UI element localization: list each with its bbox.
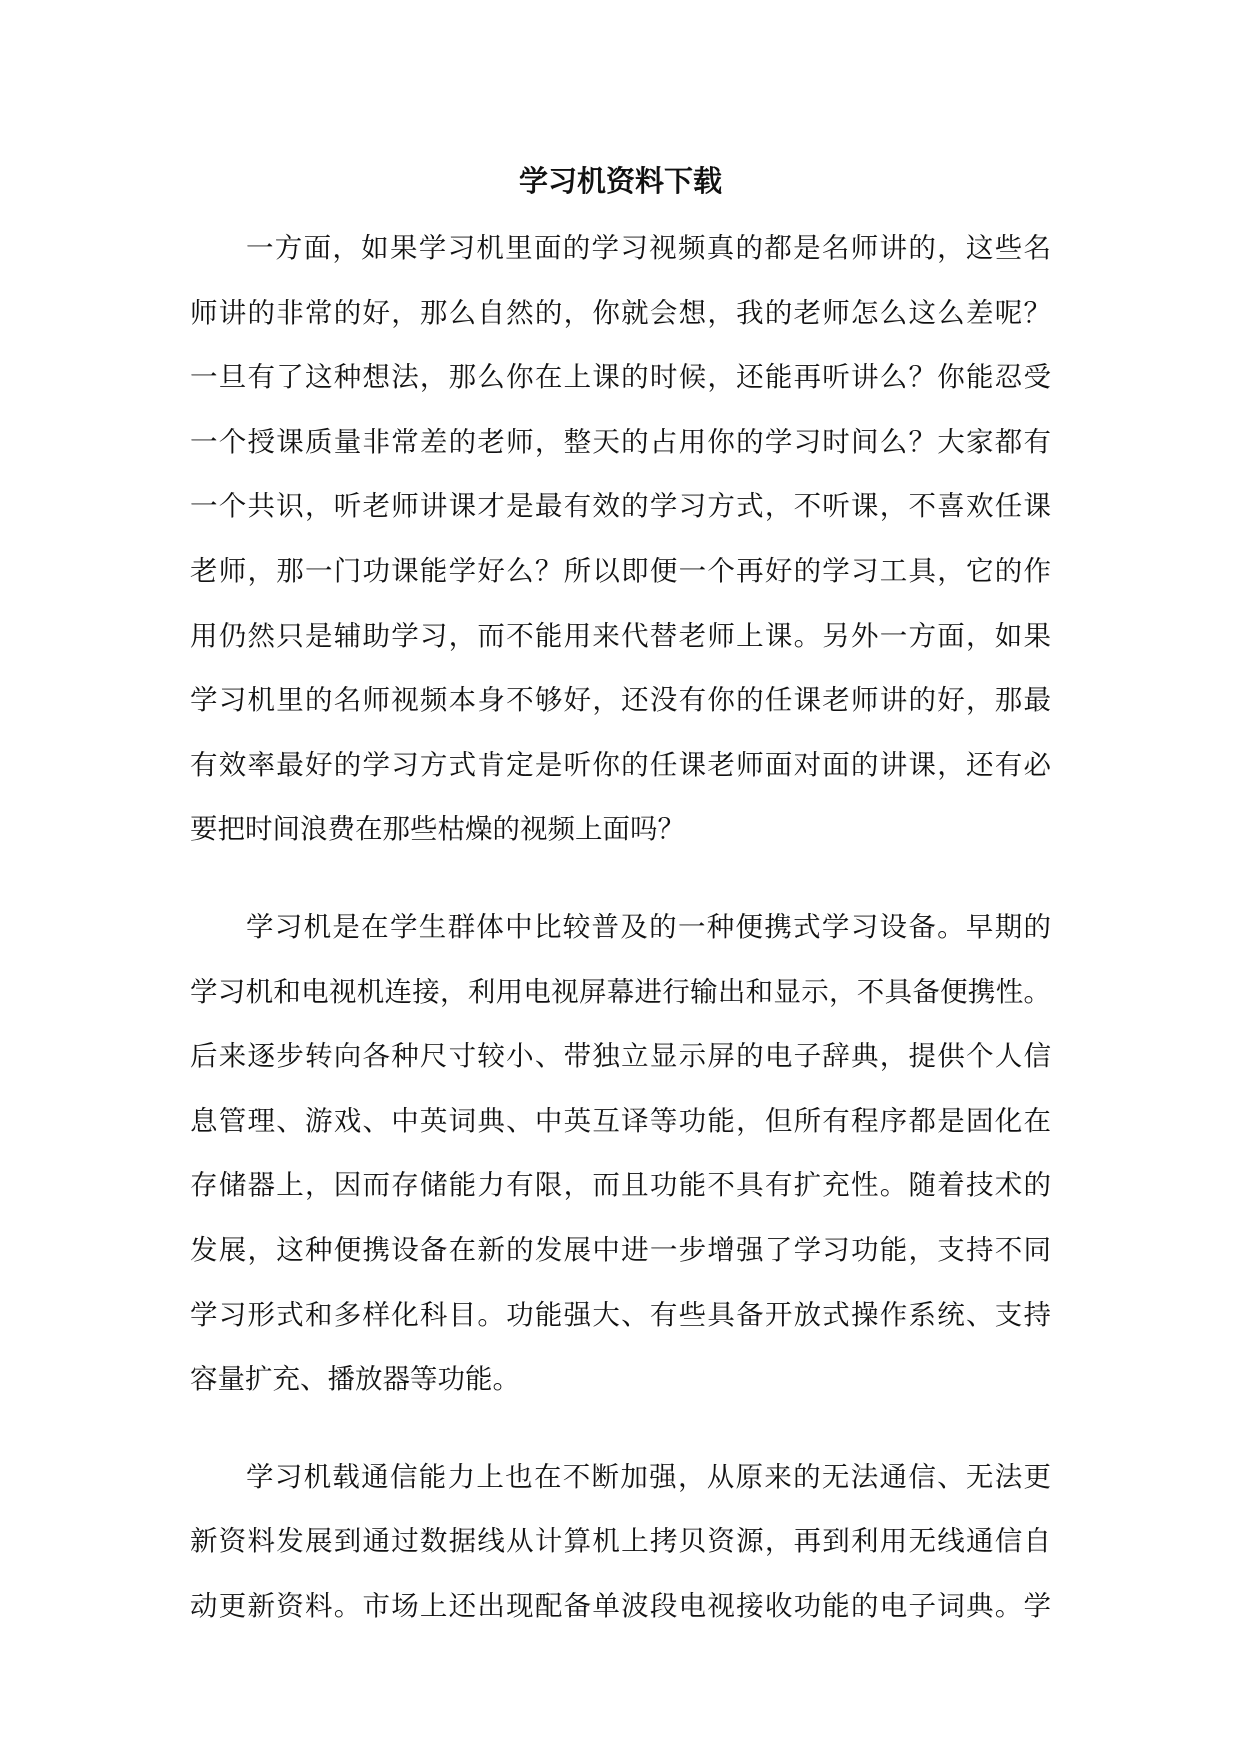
text-line: 学习形式和多样化科目。功能强大、有些具备开放式操作系统、支持 [190,1298,1051,1331]
text-line: 要把时间浪费在那些枯燥的视频上面吗？ [190,813,685,846]
text-line: 新资料发展到通过数据线从计算机上拷贝资源，再到利用无线通信自 [190,1525,1051,1558]
text-line: 师讲的非常的好，那么自然的，你就会想，我的老师怎么这么差呢？ [190,296,1051,329]
text-line: 存储器上，因而存储能力有限，而且功能不具有扩充性。随着技术的 [190,1169,1051,1202]
text-line: 一旦有了这种想法，那么你在上课的时候，还能再听讲么？你能忍受 [190,361,1051,394]
text-line: 容量扩充、播放器等功能。 [190,1363,520,1396]
text-line: 老师，那一门功课能学好么？所以即便一个再好的学习工具，它的作 [190,554,1051,587]
paragraph-1 [190,216,1051,862]
text-line: 一个授课质量非常差的老师，整天的占用你的学习时间么？大家都有 [190,425,1051,458]
document-title: 学习机资料下载 [518,164,722,198]
text-line: 一方面，如果学习机里面的学习视频真的都是名师讲的，这些名 [246,232,1051,264]
text-line: 学习机和电视机连接，利用电视屏幕进行输出和显示，不具备便携性。 [190,975,1051,1008]
text-line: 发展，这种便携设备在新的发展中进一步增强了学习功能，支持不同 [190,1233,1051,1266]
text-line: 后来逐步转向各种尺寸较小、带独立显示屏的电子辞典，提供个人信 [190,1040,1051,1073]
paragraph-3 [190,1445,1051,1639]
text-line: 学习机是在学生群体中比较普及的一种便携式学习设备。早期的 [246,910,1051,943]
text-line: 学习机里的名师视频本身不够好，还没有你的任课老师讲的好，那最 [190,684,1051,717]
text-line: 有效率最好的学习方式肯定是听你的任课老师面对面的讲课，还有必 [190,748,1051,781]
text-line: 一个共识，听老师讲课才是最有效的学习方式，不听课，不喜欢任课 [190,490,1051,523]
paragraph-2 [190,895,1051,1412]
text-line: 动更新资料。市场上还出现配备单波段电视接收功能的电子词典。学 [190,1589,1051,1622]
text-line: 用仍然只是辅助学习，而不能用来代替老师上课。另外一方面，如果 [190,619,1051,652]
text-line: 学习机载通信能力上也在不断加强，从原来的无法通信、无法更 [246,1460,1051,1493]
document-body [190,216,1051,1671]
text-line: 息管理、游戏、中英词典、中英互译等功能，但所有程序都是固化在 [190,1104,1051,1137]
